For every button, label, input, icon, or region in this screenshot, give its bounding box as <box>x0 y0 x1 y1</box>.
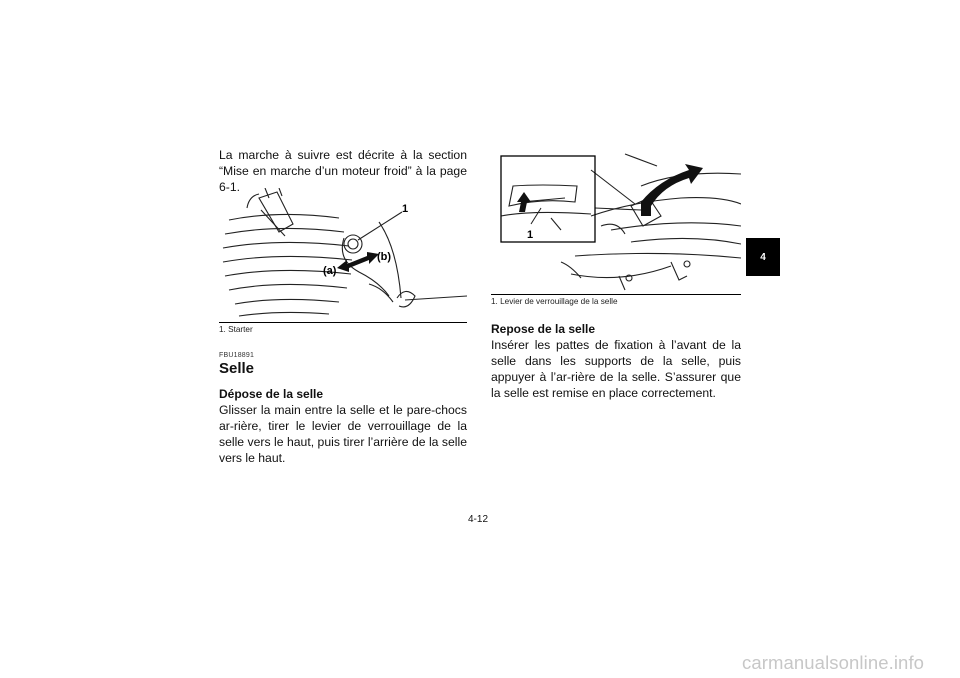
figure-callout-b: (b) <box>377 251 392 263</box>
intro-paragraph: La marche à suivre est décrite à la section “Mise en marche d’un moteur froid” à la page 6-1. <box>219 148 467 194</box>
seat-lever-caption: 1. Levier de verrouillage de la selle <box>491 297 618 306</box>
figure-divider <box>219 322 467 323</box>
removal-subheading: Dépose de la selle <box>219 387 324 401</box>
section-heading: Selle <box>219 360 255 377</box>
starter-figure <box>219 188 467 322</box>
chapter-tab: 4 <box>746 238 780 276</box>
figure-divider <box>491 294 741 295</box>
seat-illustration <box>491 146 741 294</box>
reference-code: FBU18891 <box>219 352 255 359</box>
page-number: 4-12 <box>468 514 489 525</box>
install-subheading: Repose de la selle <box>491 322 596 336</box>
removal-paragraph: Glisser la main entre la selle et le pare-chocs ar-rière, tirer le levier de verrouillage de la selle vers le haut, puis tirer l’arrière de la selle vers le haut. <box>219 403 467 465</box>
starter-caption: 1. Starter <box>219 325 253 334</box>
figure-callout-1: 1 <box>402 203 409 215</box>
install-paragraph: Insérer les pattes de fixation à l’avant de la selle dans les supports de la selle, puis appuyer à l’ar-rière de la selle. S’assurer que la selle est remise en place correctement. <box>491 338 741 400</box>
engine-illustration <box>219 188 467 322</box>
figure-callout-a: (a) <box>323 265 337 277</box>
watermark: carmanualsonline.info <box>742 652 925 673</box>
seat-figure <box>491 146 741 294</box>
figure-callout-1: 1 <box>527 229 534 241</box>
